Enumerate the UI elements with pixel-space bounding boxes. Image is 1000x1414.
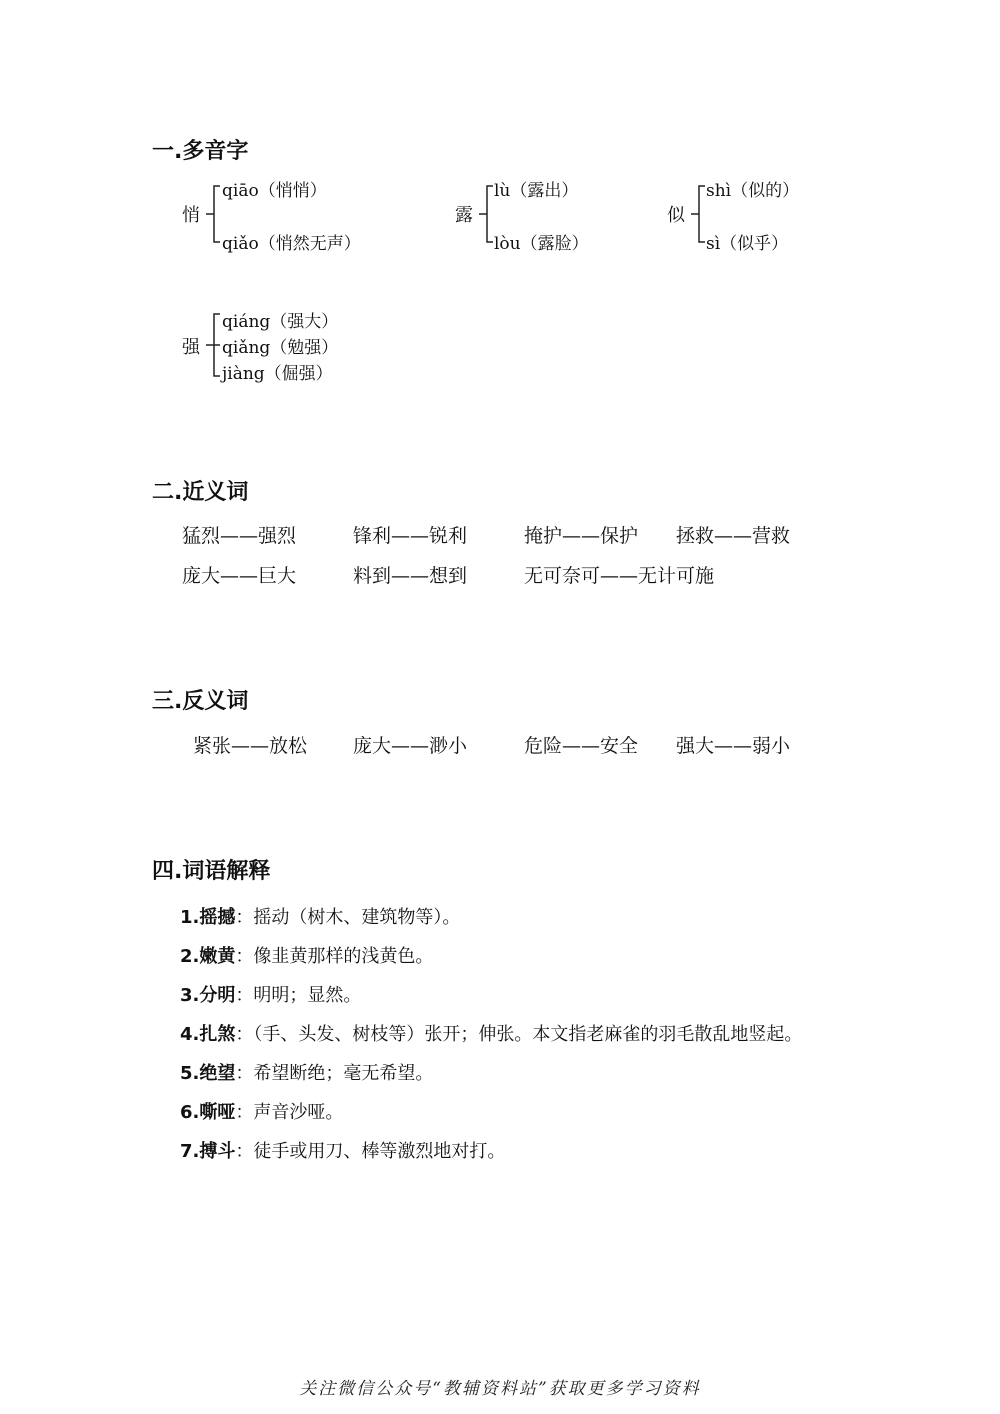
definition-term: 1.摇撼 xyxy=(180,907,236,928)
synonym-pair: 锋利——锐利 xyxy=(353,525,468,547)
definition-item xyxy=(180,1059,433,1085)
definition-separator: ： xyxy=(235,907,254,928)
polyphonic-reading: jiàng（倔强） xyxy=(222,364,333,384)
definition-term: 3.分明 xyxy=(180,985,236,1006)
definition-term: 6.嘶哑 xyxy=(180,1102,236,1123)
section-title-polyphonic: 一.多音字 xyxy=(152,139,249,164)
definition-text: 声音沙哑。 xyxy=(253,1102,344,1123)
definition-item xyxy=(180,1137,505,1163)
polyphonic-reading: qiǎng（勉强） xyxy=(222,338,339,358)
polyphonic-reading: qiǎo（悄然无声） xyxy=(222,234,361,254)
definition-item xyxy=(180,981,361,1007)
section-title-antonyms: 三.反义词 xyxy=(152,689,249,714)
brace-icon xyxy=(685,182,707,246)
antonym-pair: 强大——弱小 xyxy=(676,735,791,757)
synonym-pair: 料到——想到 xyxy=(353,565,468,587)
definition-separator: ： xyxy=(235,946,254,967)
definition-separator: ： xyxy=(235,1063,254,1084)
antonym-pair: 危险——安全 xyxy=(524,735,639,757)
definition-separator: ： xyxy=(235,1024,254,1045)
definition-text: 徒手或用刀、棒等激烈地对打。 xyxy=(253,1141,506,1162)
definition-item xyxy=(180,1020,802,1046)
brace-icon xyxy=(200,310,222,380)
synonym-pair: 掩护——保护 xyxy=(524,525,639,547)
polyphonic-reading: shì（似的） xyxy=(706,181,800,201)
polyphonic-char: 露 xyxy=(455,205,473,226)
polyphonic-char: 强 xyxy=(182,337,200,358)
definition-text: 像韭黄那样的浅黄色。 xyxy=(253,946,434,967)
definition-text: 明明；显然。 xyxy=(253,985,362,1006)
brace-icon xyxy=(473,182,495,246)
definition-separator: ： xyxy=(235,1141,254,1162)
synonym-pair: 猛烈——强烈 xyxy=(182,525,297,547)
antonym-pair: 紧张——放松 xyxy=(193,735,308,757)
definition-text: 摇动（树木、建筑物等）。 xyxy=(253,907,461,928)
definition-text: 希望断绝；毫无希望。 xyxy=(253,1063,434,1084)
definition-item xyxy=(180,942,433,968)
section-title-definitions: 四.词语解释 xyxy=(152,859,271,884)
brace-icon xyxy=(200,182,222,246)
definition-item xyxy=(180,1098,343,1124)
polyphonic-char: 悄 xyxy=(182,205,200,226)
definition-item xyxy=(180,903,460,929)
polyphonic-reading: qiāo（悄悄） xyxy=(222,181,327,201)
definition-separator: ： xyxy=(235,1102,254,1123)
synonym-pair: 庞大——巨大 xyxy=(182,565,297,587)
definition-term: 4.扎煞 xyxy=(180,1024,236,1045)
footer-note: 关注微信公众号“教辅资料站”获取更多学习资料 xyxy=(299,1379,701,1399)
definition-term: 5.绝望 xyxy=(180,1063,236,1084)
definition-separator: ： xyxy=(235,985,254,1006)
section-title-synonyms: 二.近义词 xyxy=(152,480,249,505)
polyphonic-reading: qiáng（强大） xyxy=(222,312,339,332)
definition-term: 2.嫩黄 xyxy=(180,946,236,967)
synonym-pair: 拯救——营救 xyxy=(676,525,791,547)
definition-text: （手、头发、树枝等）张开；伸张。本文指老麻雀的羽毛散乱地竖起。 xyxy=(253,1024,803,1045)
polyphonic-reading: lòu（露脸） xyxy=(494,234,589,254)
polyphonic-reading: sì（似乎） xyxy=(706,234,789,254)
synonym-pair: 无可奈可——无计可施 xyxy=(524,565,715,587)
definition-term: 7.搏斗 xyxy=(180,1141,236,1162)
polyphonic-char: 似 xyxy=(667,205,685,226)
polyphonic-reading: lù（露出） xyxy=(494,181,579,201)
antonym-pair: 庞大——渺小 xyxy=(353,735,468,757)
